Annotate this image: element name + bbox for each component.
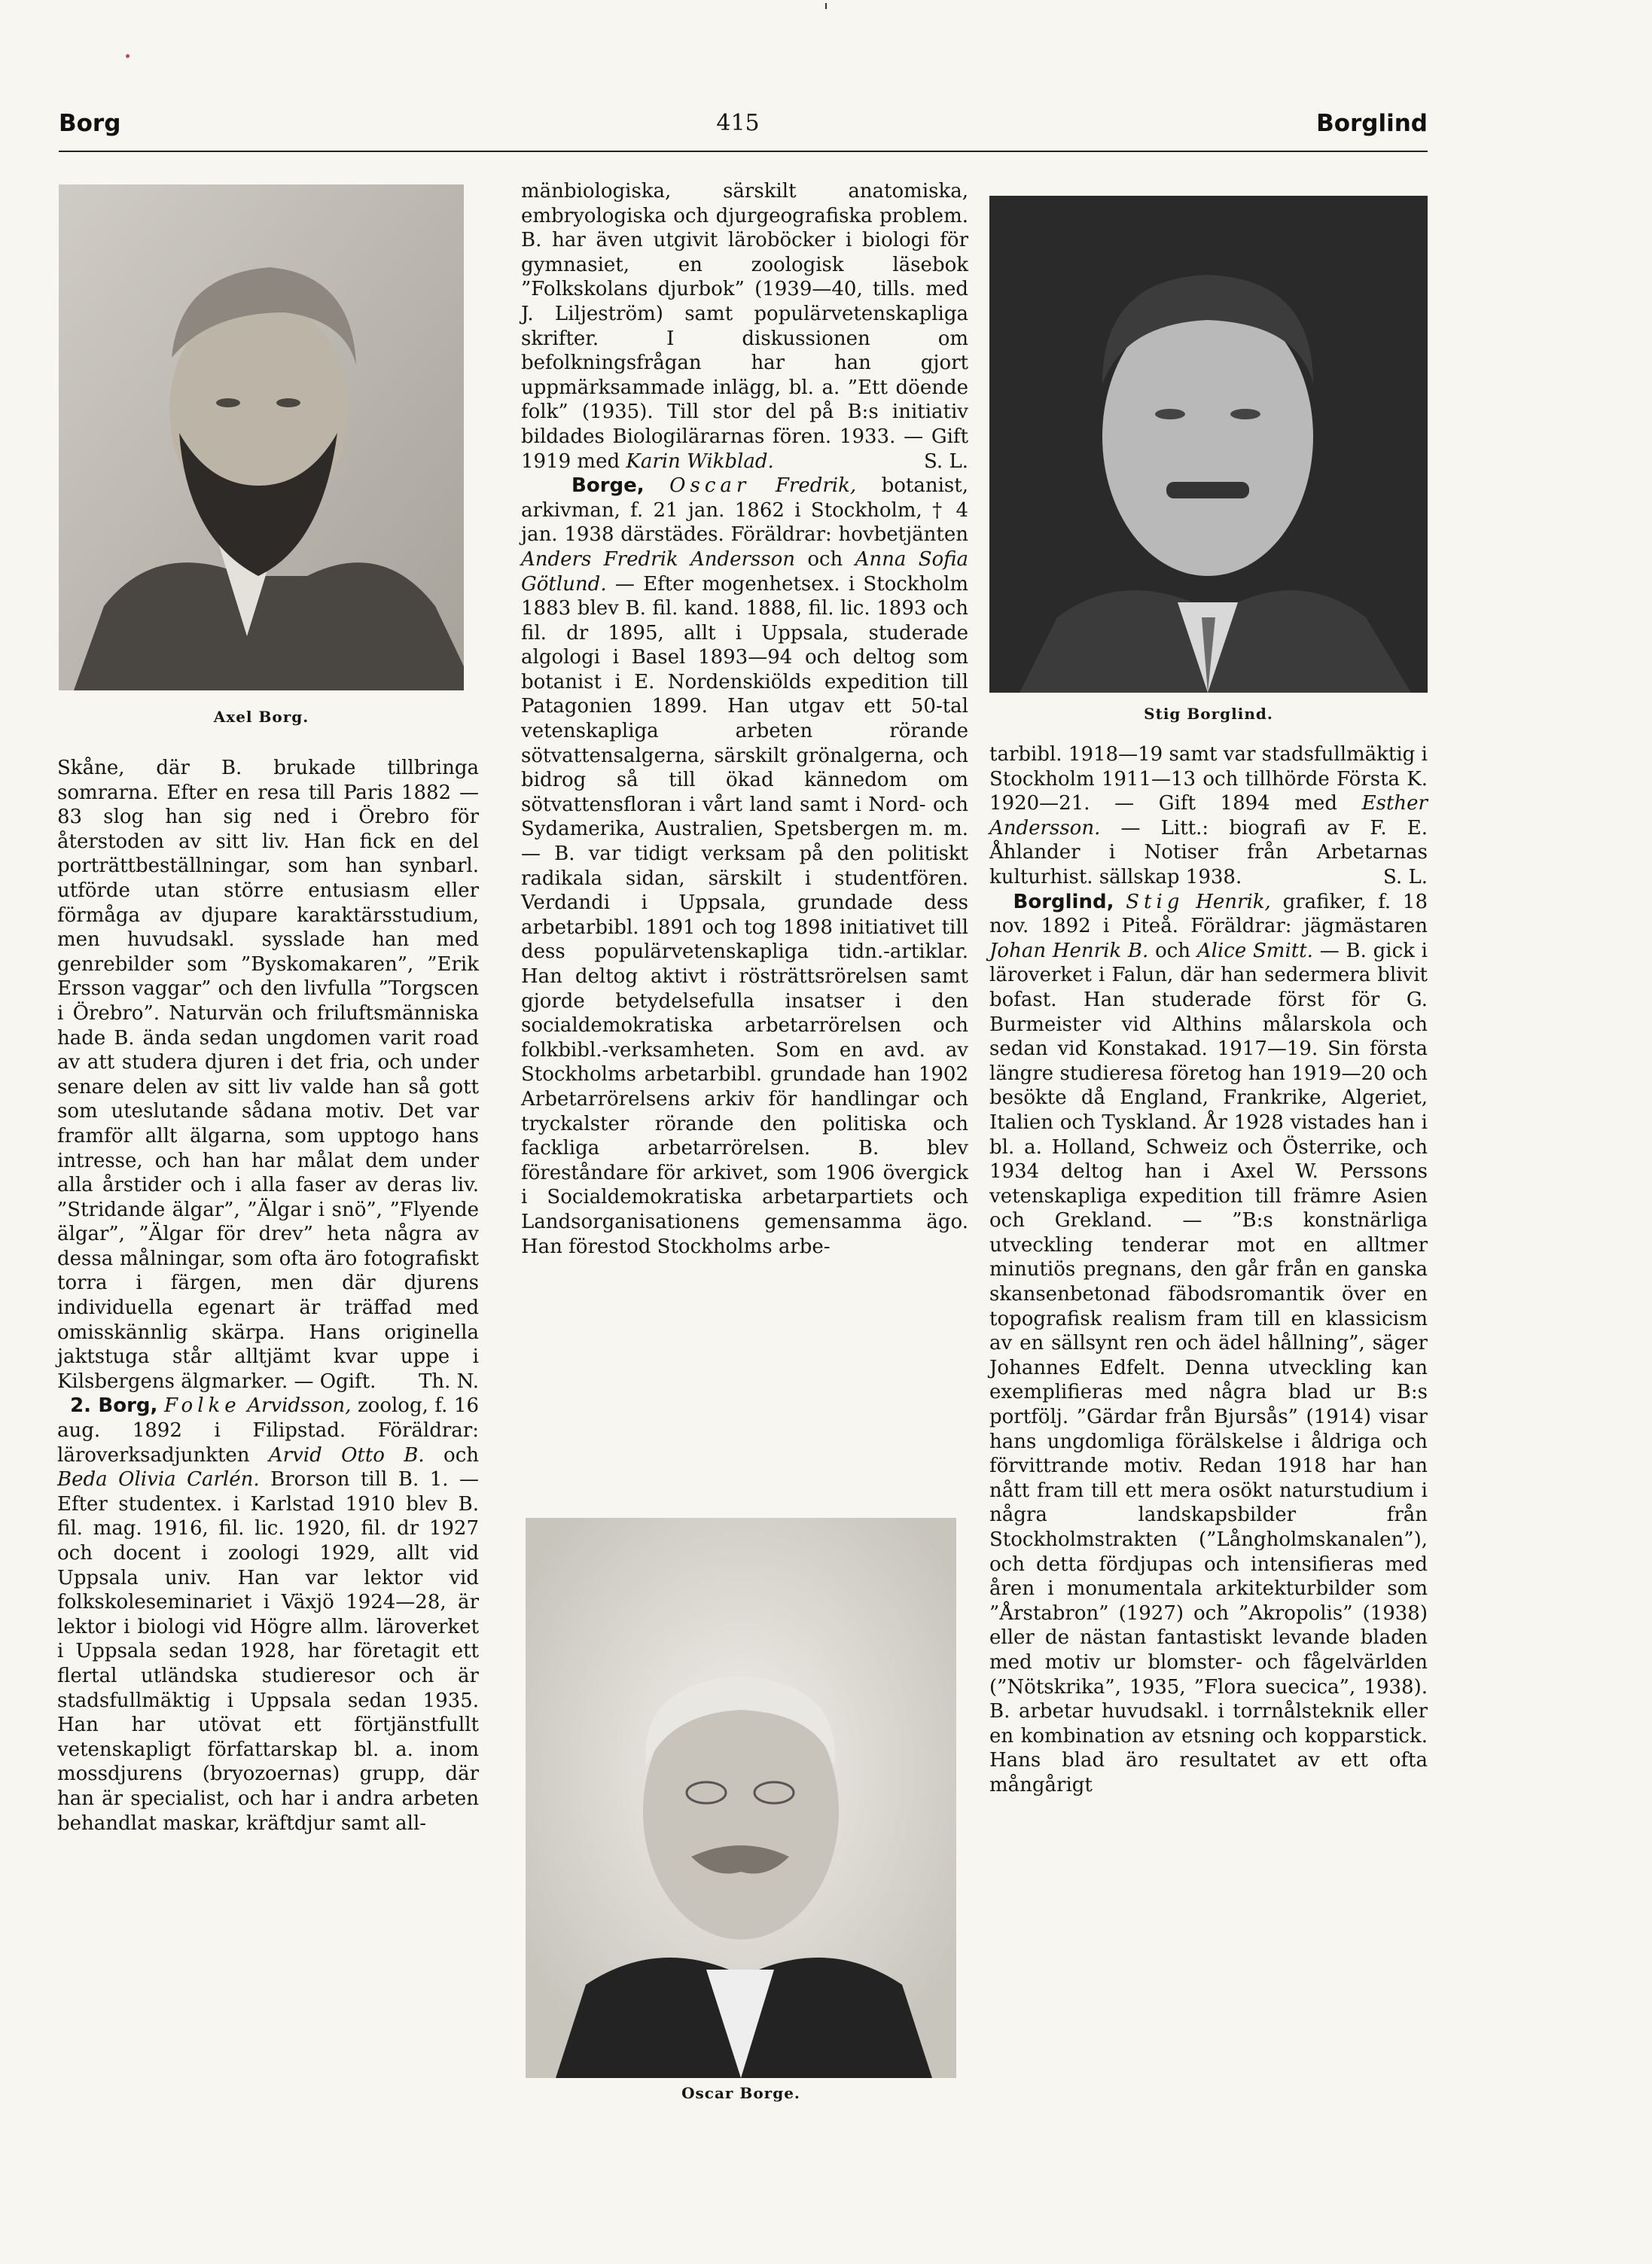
column-1: [57, 756, 479, 1836]
entry-patronymic: Arvidsson,: [247, 1394, 352, 1418]
portrait-axel-borg-drawing: [59, 184, 464, 690]
running-head-left: Borg: [59, 110, 121, 137]
entry-headword: Borglind,: [1013, 890, 1114, 913]
speck-mark: [126, 54, 130, 58]
entry-given-name: Stig: [1126, 890, 1184, 913]
author-signature: S. L.: [1383, 865, 1428, 888]
entry-given-name: Folke: [163, 1394, 241, 1418]
caption-stig-borglind: Stig Borglind.: [1144, 705, 1273, 723]
text: mänbiologiska, särskilt anatomiska, embryologiska och djurgeografiska problem. B. har även utgivit läroböcker i biologi för gymnasiet, en zoologisk läsebok ”Folkskolans djurbok” (1939—40, tills. med J. Liljeström) samt populärvetenskapliga skrifter. I diskussionen om befolkningsfrågan har han gjort uppmärksammade inlägg, bl. a. ”Ett döende folk” (1935). Till stor del på B:s initiativ bildades Biologilärarnas fören. 1933. — Gift 1919 med: [521, 180, 968, 473]
text: — Litt.: biografi av F. E. Åhlander i Notiser från Arbetarnas kulturhist. sällskap 1938.: [989, 816, 1428, 888]
text: grafiker, f. 18 nov. 1892 i Piteå. Föräldrar: jägmästaren: [989, 890, 1428, 938]
text: zoolog, f. 16 aug. 1892 i Filipstad. Föräldrar: läroverksadjunkten: [57, 1394, 479, 1467]
text: Brorson till B. 1. — Efter studentex. i Karlstad 1910 blev B. fil. mag. 1916, fil. lic. 1920, fil. dr 1927 och docent i zoologi 1929, allt vid Uppsala univ. Han var lektor vid folkskoleseminariet i Växjö 1924—28, är lektor i biologi vid Högre allm. läroverket i Uppsala sedan 1928, har företagit ett flertal utländska studieresor och är stadsfullmäktig i Uppsala sedan 1935. Han har utövat ett förtjänstfullt vetenskapligt författarskap bl. a. inom mossdjurens (bryozoernas) grupp, där han är specialist, och har i andra arbeten behandlat maskar, kräftdjur samt all-: [57, 1468, 480, 1835]
tick-mark: [825, 3, 827, 9]
caption-axel-borg: Axel Borg.: [213, 708, 309, 726]
parent-name: Beda Olivia Carlén.: [57, 1468, 260, 1492]
text: botanist, arkivman, f. 21 jan. 1862 i Stockholm, † 4 jan. 1938 därstädes. Föräldrar: hovbetjänten: [521, 474, 968, 547]
column-3: [989, 742, 1428, 1798]
author-signature: Th. N.: [419, 1370, 479, 1393]
entry-headword: Borge,: [571, 474, 645, 498]
text: och: [807, 547, 843, 571]
header-rule: [59, 151, 1428, 152]
paragraph-folke-borg-continued: [521, 179, 968, 474]
entry-folke-borg: [57, 1394, 479, 1836]
entry-stig-borglind: [989, 890, 1428, 1798]
entry-given-name: Oscar: [669, 474, 751, 498]
portrait-stig-borglind: [989, 196, 1428, 693]
portrait-oscar-borge-drawing: [526, 1518, 956, 2078]
column-2: [521, 179, 968, 1259]
paragraph-oscar-borge-continued: [989, 742, 1428, 890]
portrait-oscar-borge: [526, 1518, 956, 2078]
parent-name: Johan Henrik B.: [989, 939, 1149, 962]
parent-name: Arvid Otto B.: [268, 1443, 425, 1467]
page-number: 415: [716, 110, 760, 136]
entry-headword: 2. Borg,: [70, 1394, 158, 1418]
parent-name: Alice Smitt.: [1196, 939, 1313, 962]
entry-middle-name: Fredrik,: [775, 474, 857, 498]
entry-oscar-borge: [521, 474, 968, 1259]
text: Skåne, där B. brukade tillbringa somrarna. Efter en resa till Paris 1882 —83 slog han sig ned i Örebro för återstoden av sitt liv. Han fick en del porträttbeställningar, som han synbarl. utförde utan större entusiasm eller förmåga av djupare karaktärsstudium, men huvudsakl. sysslade han med genrebilder som ”Byskomakaren”, ”Erik Ersson vaggar” och den livfulla ”Torgscen i Örebro”. Naturvän och friluftsmänniska hade B. ända sedan ungdomen varit road av att studera djuren i det fria, och under senare delen av sitt liv valde han så gott som uteslutande sådana motiv. Det var framför allt älgarna, som upptogo hans intresse, och han har målat dem under alla årstider och i alla faser av deras liv. ”Stridande älgar”, ”Älgar i snö”, ”Flyende älgar”, ”Älgar för drev” heta några av dessa målningar, som ofta äro fotografiskt torra i färgen, men där djurens individuella egenart är träffad med omisskännlig skärpa. Hans originella jaktstuga står alltjämt kvar uppe i Kilsbergens älgmarker. — Ogift.: [57, 757, 479, 1393]
text: — B. gick i läroverket i Falun, där han sedermera blivit bofast. Han studerade först för G. Burmeister vid Althins målarskola och sedan vid Konstakad. 1917—19. Sin första längre studieresa företog han 1919—20 och besökte då England, Frankrike, Algeriet, Italien och Tyskland. År 1928 vistades han i bl. a. Holland, Schweiz och Österrike, och 1934 deltog han i Axel W. Perssons vetenskapliga expedition till främre Asien och Grekland. — ”B:s konstnärliga utveckling tenderar mot en alltmer minutiös pregnans, den går från en ganska skansenbetonad fäbodsromantik över en topografisk realism fram till en klassicism av en sällsynt ren och ädel hållning”, säger Johannes Edfelt. Denna utveckling kan exemplifieras med några blad ur B:s portfölj. ”Gärdar från Bjursås” (1914) visar hans ungdomliga förälskelse i åldriga och förvittrande motiv. Redan 1918 har han nått fram till ett mera osökt naturstudium i några landskapsbilder från Stockholmstrakten (”Långholmskanalen”), och detta fördjupas och intensifieras med åren i monumentala arkitekturbilder som ”Årstabron” (1927) och ”Akropolis” (1938) eller de nästan fantastiskt levande bladen med motiv ur blomster- och fågelvärlden (”Nötskrika”, 1935, ”Flora suecica”, 1938). B. arbetar huvudsakl. i torrnålsteknik eller en kombination av etsning och kopparstick. Hans blad äro resultatet av ett ofta mångårigt: [989, 939, 1428, 1796]
text: tarbibl. 1918—19 samt var stadsfullmäktig i Stockholm 1911—13 och tillhörde Första K. 1920—21. — Gift 1894 med: [989, 743, 1428, 815]
text: och: [1155, 939, 1191, 962]
caption-oscar-borge: Oscar Borge.: [681, 2084, 800, 2102]
paragraph-axel-borg-continued: [57, 756, 479, 1394]
portrait-axel-borg: [59, 184, 464, 690]
spouse-name: Esther Andersson.: [989, 792, 1428, 839]
portrait-stig-borglind-drawing: [989, 196, 1428, 693]
author-signature: S. L.: [924, 449, 968, 473]
entry-middle-name: Henrik,: [1196, 890, 1271, 913]
running-head-right: Borglind: [1316, 110, 1428, 137]
text: och: [443, 1443, 480, 1467]
text: — Efter mogenhetsex. i Stockholm 1883 blev B. fil. kand. 1888, fil. lic. 1893 och fil. dr 1895, allt i Uppsala, studerade algologi i Basel 1893—94 och deltog som botanist i E. Nordenskiölds expedition till Patagonien 1899. Han utgav ett 50-tal vetenskapliga arbeten rörande sötvattensalgerna, särskilt grönalgerna, och bidrog så till ökad kännedom om sötvattensfloran i vårt land samt i Nord- och Sydamerika, Australien, Spetsbergen m. m. — B. var tidigt verksam på den politiskt radikala sidan, särskilt i studentfören. Verdandi i Uppsala, grundade dess arbetarbibl. 1891 och tog 1898 initiativet till dess populärvetenskapliga tidn.-artiklar. Han deltog aktivt i rösträttsrörelsen samt gjorde betydelsefulla insatser i den socialdemokratiska arbetarrörelsen och folkbibl.-verksamheten. Som en avd. av Stockholms arbetarbibl. grundade han 1902 Arbetarrörelsens arkiv för handlingar och tryckalster rörande den politiska och fackliga arbetarrörelsen. B. blev föreståndare för arkivet, som 1906 övergick i Socialdemokratiska arbetarpartiets och Landsorganisationens gemensamma ägo. Han förestod Stockholms arbe-: [521, 572, 968, 1258]
parent-name: Anders Fredrik Andersson: [521, 547, 796, 571]
parent-name: Anna Sofia Götlund.: [521, 547, 968, 596]
spouse-name: Karin Wikblad.: [626, 449, 774, 473]
